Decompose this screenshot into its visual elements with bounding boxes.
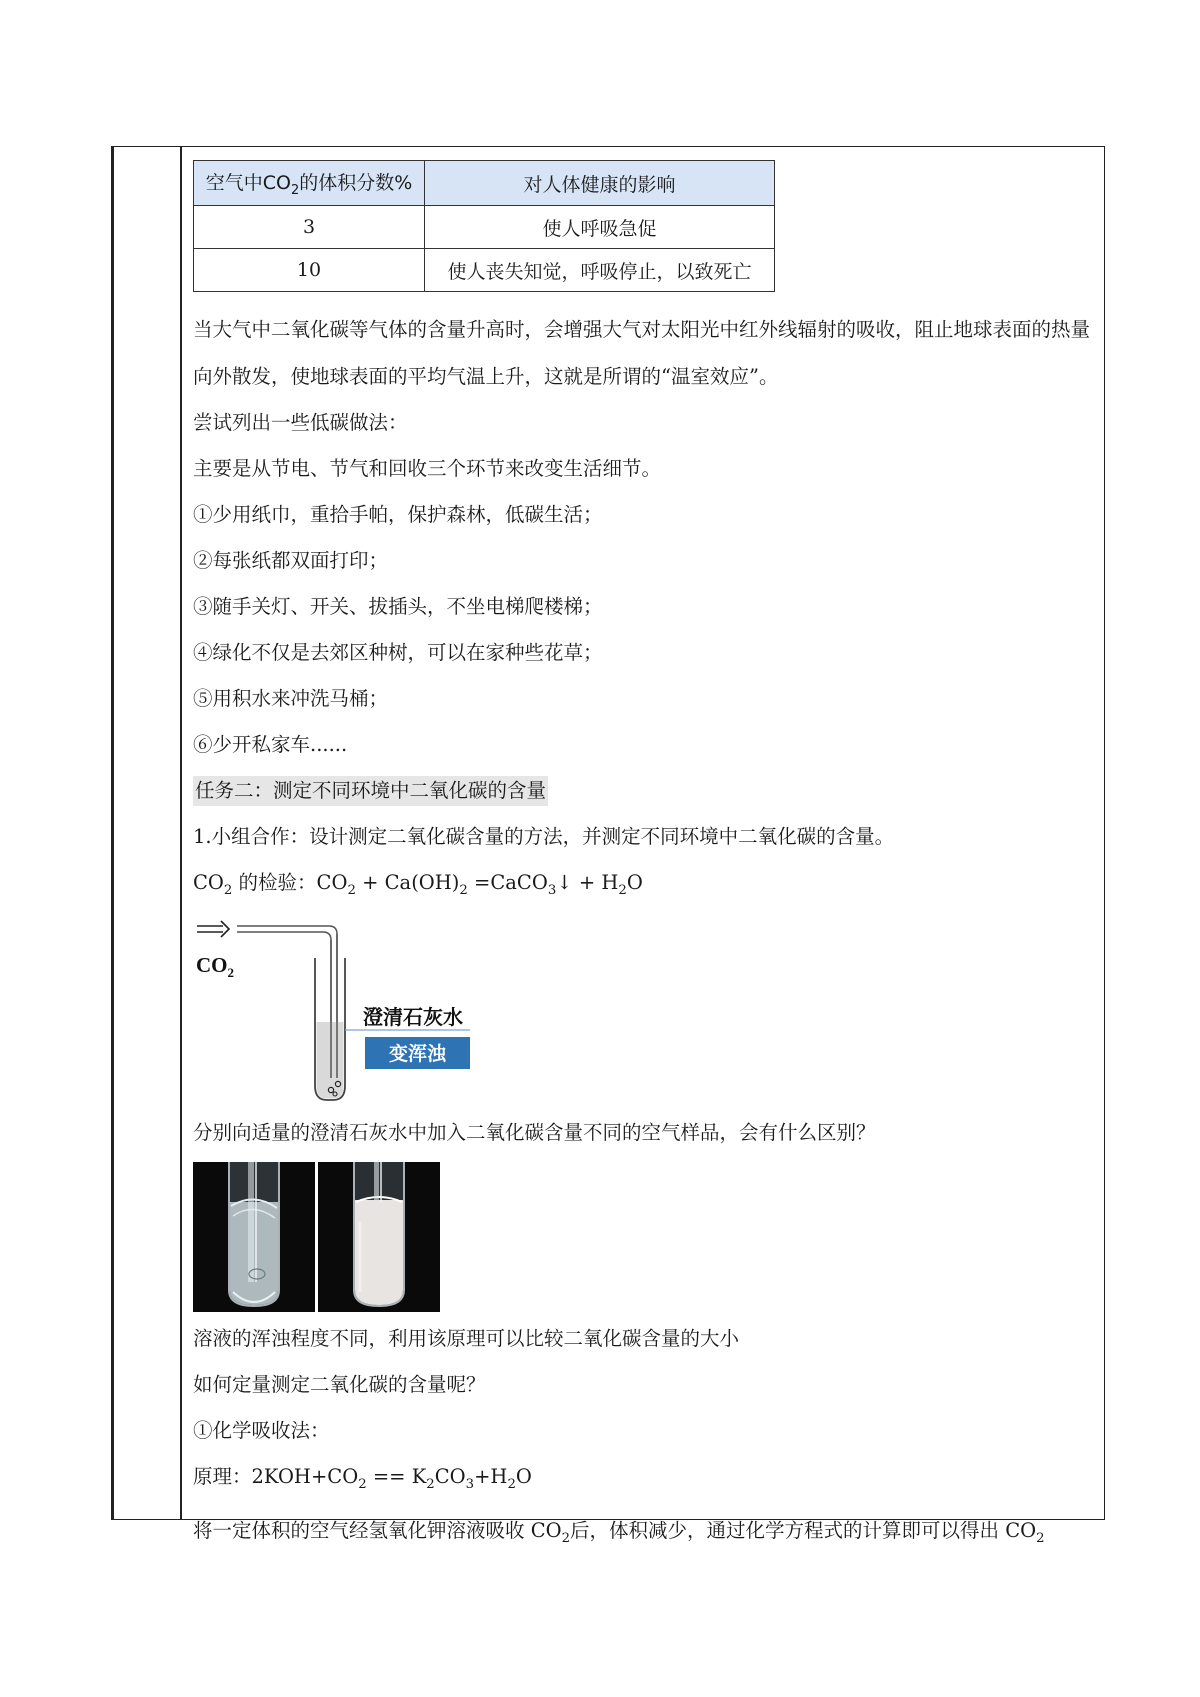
co2-gas-subscript: 2: [227, 964, 234, 980]
list-item: ④绿化不仅是去郊区种树，可以在家种些花草；: [193, 641, 603, 664]
limewater-label: 澄清石灰水: [363, 1004, 463, 1029]
table-row: [194, 206, 775, 249]
cell-fraction: 10: [194, 249, 425, 292]
cell-effect: 使人呼吸急促: [425, 206, 775, 249]
table-header-row: [194, 161, 775, 206]
test-tube-svg: [193, 914, 513, 1110]
limewater-photos: [193, 1162, 1093, 1312]
principle-equation: 原理：$2KOH+CO_2 == K_2CO_3+H_2O$: [193, 1464, 532, 1492]
cell-effect: 使人丧失知觉，呼吸停止，以致死亡: [425, 249, 775, 292]
group-work-line: 1.小组合作：设计测定二氧化碳含量的方法，并测定不同环境中二氧化碳的含量。: [193, 825, 895, 848]
co2-test-equation: $CO_2$ 的检验：$CO_2 + Ca(OH)_2$ =CaCO$_3$↓ + $H_2O$: [193, 871, 643, 898]
list-item: ①少用纸巾，重拾手帕，保护森林，低碳生活；: [193, 503, 603, 526]
method-one-heading: ①化学吸收法：: [193, 1418, 330, 1442]
frame-column-divider: [180, 146, 182, 1520]
list-item: ②每张纸都双面打印；: [193, 549, 389, 572]
list-item: ⑥少开私家车......: [193, 733, 348, 756]
co2-gas-label: CO: [196, 952, 228, 977]
task-two-heading: 任务二：测定不同环境中二氧化碳的含量: [193, 776, 548, 806]
precipitate-arrow-icon: ↓: [556, 871, 573, 894]
try-list-line: 尝试列出一些低碳做法：: [193, 411, 408, 434]
main-points-line: 主要是从节电、节气和回收三个环节来改变生活细节。: [193, 457, 662, 480]
greenhouse-paragraph: 当大气中二氧化碳等气体的含量升高时，会增强大气对太阳光中红外线辐射的吸收，阻止地球表面的热量向外散发，使地球表面的平均气温上升，这就是所谓的“温室效应”。: [193, 318, 1091, 388]
cell-fraction: 3: [194, 206, 425, 249]
list-item: ③随手关灯、开关、拔插头，不坐电梯爬楼梯；: [193, 595, 603, 618]
photo-turbid-limewater: [318, 1162, 440, 1312]
last-line: 将一定体积的空气经氢氧化钾溶液吸收 $CO_2$后，体积减少，通过化学方程式的计算即可以得出 $CO_2$: [193, 1518, 1045, 1546]
co2-health-table: [193, 160, 775, 292]
svg-text:CO2: [196, 953, 234, 980]
header-health-effect: 对人体健康的影响: [425, 161, 775, 206]
question-line: 分别向适量的澄清石灰水中加入二氧化碳含量不同的空气样品，会有什么区别？: [193, 1120, 876, 1144]
gas-flow-arrow-icon: [197, 921, 229, 937]
turbid-label: 变浑浊: [388, 1042, 447, 1065]
list-item: ⑤用积水来冲洗马桶；: [193, 687, 389, 710]
quantitative-question: 如何定量测定二氧化碳的含量呢？: [193, 1372, 486, 1396]
turbidity-line: 溶液的浑浊程度不同，利用该原理可以比较二氧化碳含量的大小: [193, 1326, 740, 1350]
photo-clear-limewater: [193, 1162, 315, 1312]
header-co2-fraction: 空气中$CO_2$的体积分数%: [194, 161, 425, 206]
table-row: [194, 249, 775, 292]
test-tube-diagram: [193, 914, 513, 1110]
content-area: [193, 160, 1093, 1562]
task-heading-line: [193, 768, 1093, 814]
